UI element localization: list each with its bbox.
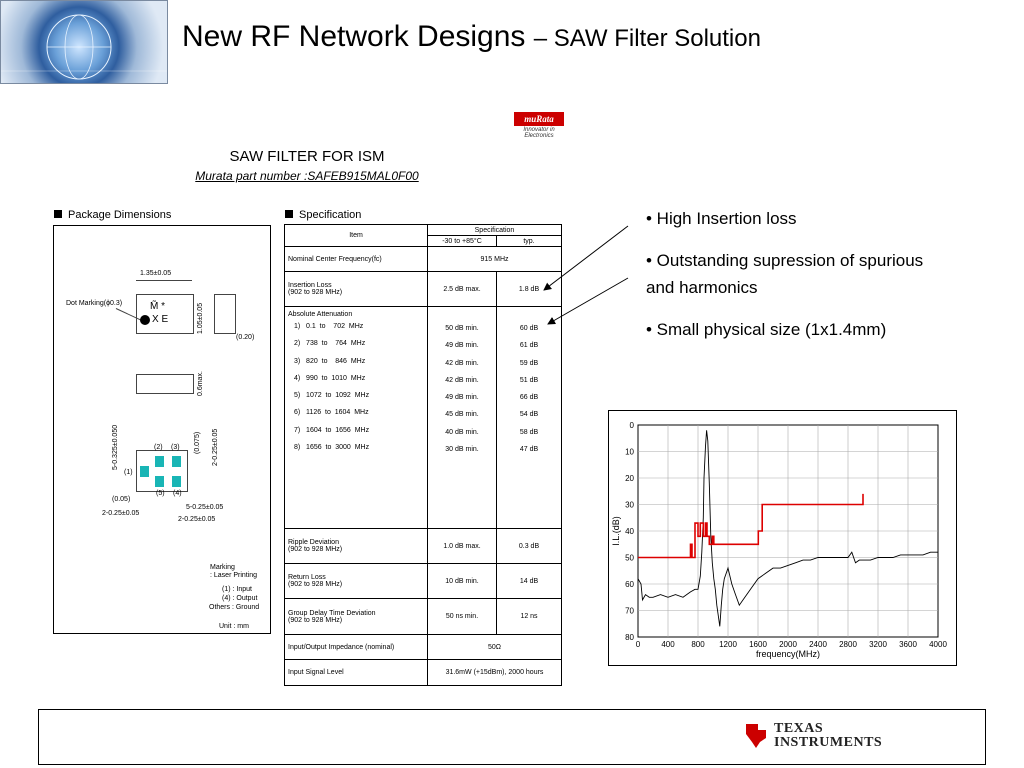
x-tick-label: 3600 <box>899 640 917 649</box>
cell-line: Group Delay Time Deviation <box>288 609 376 617</box>
pad-label: (3) <box>171 444 180 451</box>
attenuation-typ: 47 dB <box>519 446 539 454</box>
table-cell: Nominal Center Frequency(fc) <box>285 247 428 272</box>
table-cell: 12 ns <box>497 599 562 635</box>
ti-line2: INSTRUMENTS <box>774 735 883 750</box>
ti-state-icon <box>742 720 770 750</box>
ti-line1: TEXAS <box>774 721 824 736</box>
y-tick-label: 40 <box>625 527 634 536</box>
table-cell: 10 dB min. <box>428 564 497 599</box>
pad-label: (4) <box>173 490 182 497</box>
bullet-square-icon <box>285 210 293 218</box>
table-cell: 1.8 dB <box>497 272 562 307</box>
marking-note: (4) : Output <box>222 595 258 602</box>
chip-front-view <box>136 374 194 394</box>
y-tick-label: 30 <box>625 500 634 510</box>
table-cell <box>285 529 428 564</box>
x-tick-label: 1200 <box>719 640 737 649</box>
dim-label: 2-0.25±0.05 <box>212 428 219 466</box>
callout-arrows <box>540 220 640 330</box>
x-tick-label: 2000 <box>779 640 797 649</box>
table-row <box>285 307 562 529</box>
attenuation-typ-values <box>500 320 558 458</box>
chip-side-view <box>214 294 236 334</box>
chart-svg <box>609 411 956 665</box>
table-cell: Input/Output Impedance (nominal) <box>285 635 428 660</box>
slide-title <box>182 20 761 54</box>
attenuation-band: 5) 1072 to 1092 MHz <box>294 392 370 400</box>
table-row <box>285 599 562 635</box>
document-title: SAW FILTER FOR ISM <box>229 148 385 165</box>
table-cell: 915 MHz <box>428 247 562 272</box>
attenuation-label: Absolute Attenuation <box>288 311 353 318</box>
cell-line: (902 to 928 MHz) <box>288 616 343 624</box>
x-tick-label: 4000 <box>929 640 947 649</box>
y-tick-label: 60 <box>625 580 634 589</box>
attenuation-min: 30 dB min. <box>445 446 479 454</box>
dim-label: 1.35±0.05 <box>140 270 172 277</box>
table-cell: Input Signal Level <box>285 660 428 686</box>
table-header: Item <box>285 225 428 247</box>
table-cell <box>285 307 428 529</box>
insertion-loss-chart <box>608 410 957 666</box>
y-tick-label: 10 <box>625 447 634 457</box>
attenuation-row <box>288 335 424 352</box>
table-row <box>285 660 562 686</box>
package-dimensions-drawing <box>53 225 271 634</box>
attenuation-min: 50 dB min. <box>445 325 479 332</box>
package-heading <box>54 209 171 221</box>
table-header: -30 to +85°C <box>428 236 497 247</box>
globe-icon <box>1 1 168 84</box>
dot-marking-icon <box>140 315 150 325</box>
arrow-insertion-loss <box>544 226 628 290</box>
attenuation-band: 8) 1656 to 3000 MHz <box>294 444 370 452</box>
attenuation-band: 2) 738 to 764 MHz <box>294 340 366 348</box>
table-cell <box>428 307 497 529</box>
dim-label: 5-0.325±0.050 <box>112 424 119 470</box>
table-header: Specification <box>428 225 562 236</box>
attenuation-min: 42 dB min. <box>445 376 479 384</box>
bullet-item: • High Insertion loss <box>646 209 797 228</box>
attenuation-frequencies <box>288 318 424 456</box>
x-tick-label: 3200 <box>869 640 887 649</box>
attenuation-row <box>288 404 424 421</box>
x-axis-label: frequency(MHz) <box>755 649 821 659</box>
dot-marking-label: Dot Marking(ϕ0.3) <box>66 300 123 307</box>
marking-line2: X E <box>152 314 169 325</box>
table-header: typ. <box>497 236 562 247</box>
bullet-item: • Outstanding supression of spurious and harmonics <box>646 251 924 297</box>
marking-line1: M̃ * <box>150 301 165 312</box>
bullet-square-icon <box>54 210 62 218</box>
title-main: New RF Network Designs <box>182 20 526 53</box>
cell-line: (902 to 928 MHz) <box>288 546 343 553</box>
table-cell: 50 ns min. <box>428 599 497 635</box>
table-cell <box>285 272 428 307</box>
dim-label: (0.05) <box>112 496 131 503</box>
y-tick-label: 70 <box>625 606 634 616</box>
attenuation-band: 3) 820 to 846 MHz <box>294 357 366 365</box>
pad-label: (2) <box>154 444 163 451</box>
attenuation-row <box>288 422 424 439</box>
cell-line: (902 to 928 MHz) <box>288 581 343 588</box>
y-tick-label: 20 <box>625 474 634 483</box>
spec-heading <box>285 209 361 221</box>
table-cell: 50Ω <box>428 635 562 660</box>
attenuation-min: 49 dB min. <box>445 342 479 350</box>
x-tick-label: 2400 <box>809 640 827 649</box>
package-heading-text: Package Dimensions <box>68 209 172 221</box>
y-axis-label: I.L.(dB) <box>611 516 621 546</box>
ti-wordmark <box>774 722 882 750</box>
table-row <box>285 564 562 599</box>
dim-label: (0.20) <box>236 334 255 341</box>
part-number: Murata part number :SAFEB915MAL0F00 <box>195 169 419 183</box>
dim-label: 2-0.25±0.05 <box>178 516 216 523</box>
attenuation-band: 7) 1604 to 1656 MHz <box>294 426 370 434</box>
attenuation-band: 1) 0.1 to 702 MHz <box>294 323 364 330</box>
table-cell <box>497 307 562 529</box>
x-tick-label: 0 <box>635 640 641 649</box>
y-tick-label: 0 <box>629 421 634 430</box>
y-tick-label: 50 <box>625 553 634 563</box>
murata-tagline: Innovator in Electronics <box>523 127 555 139</box>
cell-line: Ripple Deviation <box>288 539 339 546</box>
table-cell: 1.0 dB max. <box>428 529 497 564</box>
attenuation-row <box>288 387 424 404</box>
table-row <box>285 272 562 307</box>
attenuation-row <box>288 439 424 456</box>
marking-note: : Laser Printing <box>210 572 258 579</box>
attenuation-typ: 51 dB <box>519 376 539 384</box>
dim-label: (0.075) <box>194 431 201 454</box>
table-cell: 0.3 dB <box>497 529 562 564</box>
attenuation-band: 4) 990 to 1010 MHz <box>294 374 366 382</box>
pad-label: (1) <box>124 469 133 476</box>
bullet-list <box>646 205 926 358</box>
table-cell: 14 dB <box>497 564 562 599</box>
attenuation-row <box>288 318 424 335</box>
bullet-item: • Small physical size (1x1.4mm) <box>646 320 887 339</box>
attenuation-row <box>288 370 424 387</box>
table-cell: 31.6mW (+15dBm), 2000 hours <box>428 660 562 686</box>
dim-label: 2-0.25±0.05 <box>102 510 140 517</box>
attenuation-min-values <box>431 320 493 458</box>
cell-line: (902 to 928 MHz) <box>288 289 343 296</box>
attenuation-band: 6) 1126 to 1604 MHz <box>294 409 369 417</box>
specification-table <box>284 224 562 686</box>
table-cell: 2.5 dB max. <box>428 272 497 307</box>
attenuation-min: 45 dB min. <box>445 411 479 419</box>
attenuation-typ: 54 dB <box>519 411 539 419</box>
x-tick-label: 2800 <box>839 640 857 649</box>
x-tick-label: 400 <box>661 640 675 649</box>
y-tick-label: 80 <box>625 633 634 642</box>
marking-note: Others : Ground <box>209 604 260 611</box>
ti-logo <box>742 716 882 756</box>
dim-label: 5-0.25±0.05 <box>186 504 224 511</box>
murata-logo <box>514 112 564 139</box>
header-globe-image <box>0 0 168 84</box>
marking-note: Unit : mm <box>219 623 249 630</box>
attenuation-typ: 66 dB <box>519 394 539 402</box>
table-cell <box>285 599 428 635</box>
title-sub: – SAW Filter Solution <box>533 25 761 52</box>
marking-note: Marking <box>210 564 235 571</box>
table-row <box>285 529 562 564</box>
cell-line: Return Loss <box>288 574 326 581</box>
x-tick-label: 800 <box>691 640 705 649</box>
table-row <box>285 247 562 272</box>
spec-heading-text: Specification <box>299 209 362 221</box>
attenuation-min: 40 dB min. <box>445 428 479 436</box>
attenuation-typ: 59 dB <box>519 359 539 367</box>
cell-line: Insertion Loss <box>288 282 332 289</box>
pad-label: (5) <box>156 490 165 497</box>
attenuation-typ: 60 dB <box>519 325 539 332</box>
table-row <box>285 635 562 660</box>
attenuation-min: 42 dB min. <box>445 359 479 367</box>
marking-note: (1) : Input <box>222 586 252 593</box>
attenuation-typ: 61 dB <box>519 342 539 350</box>
dim-label: 0.6max. <box>197 371 204 396</box>
table-cell <box>285 564 428 599</box>
arrow-attenuation <box>548 278 628 324</box>
attenuation-min: 49 dB min. <box>445 394 479 402</box>
x-tick-label: 1600 <box>749 640 767 649</box>
attenuation-row <box>288 353 424 370</box>
attenuation-typ: 58 dB <box>519 428 539 436</box>
dim-label: 1.05±0.05 <box>197 302 204 334</box>
murata-logo-text: muRata <box>514 112 564 126</box>
